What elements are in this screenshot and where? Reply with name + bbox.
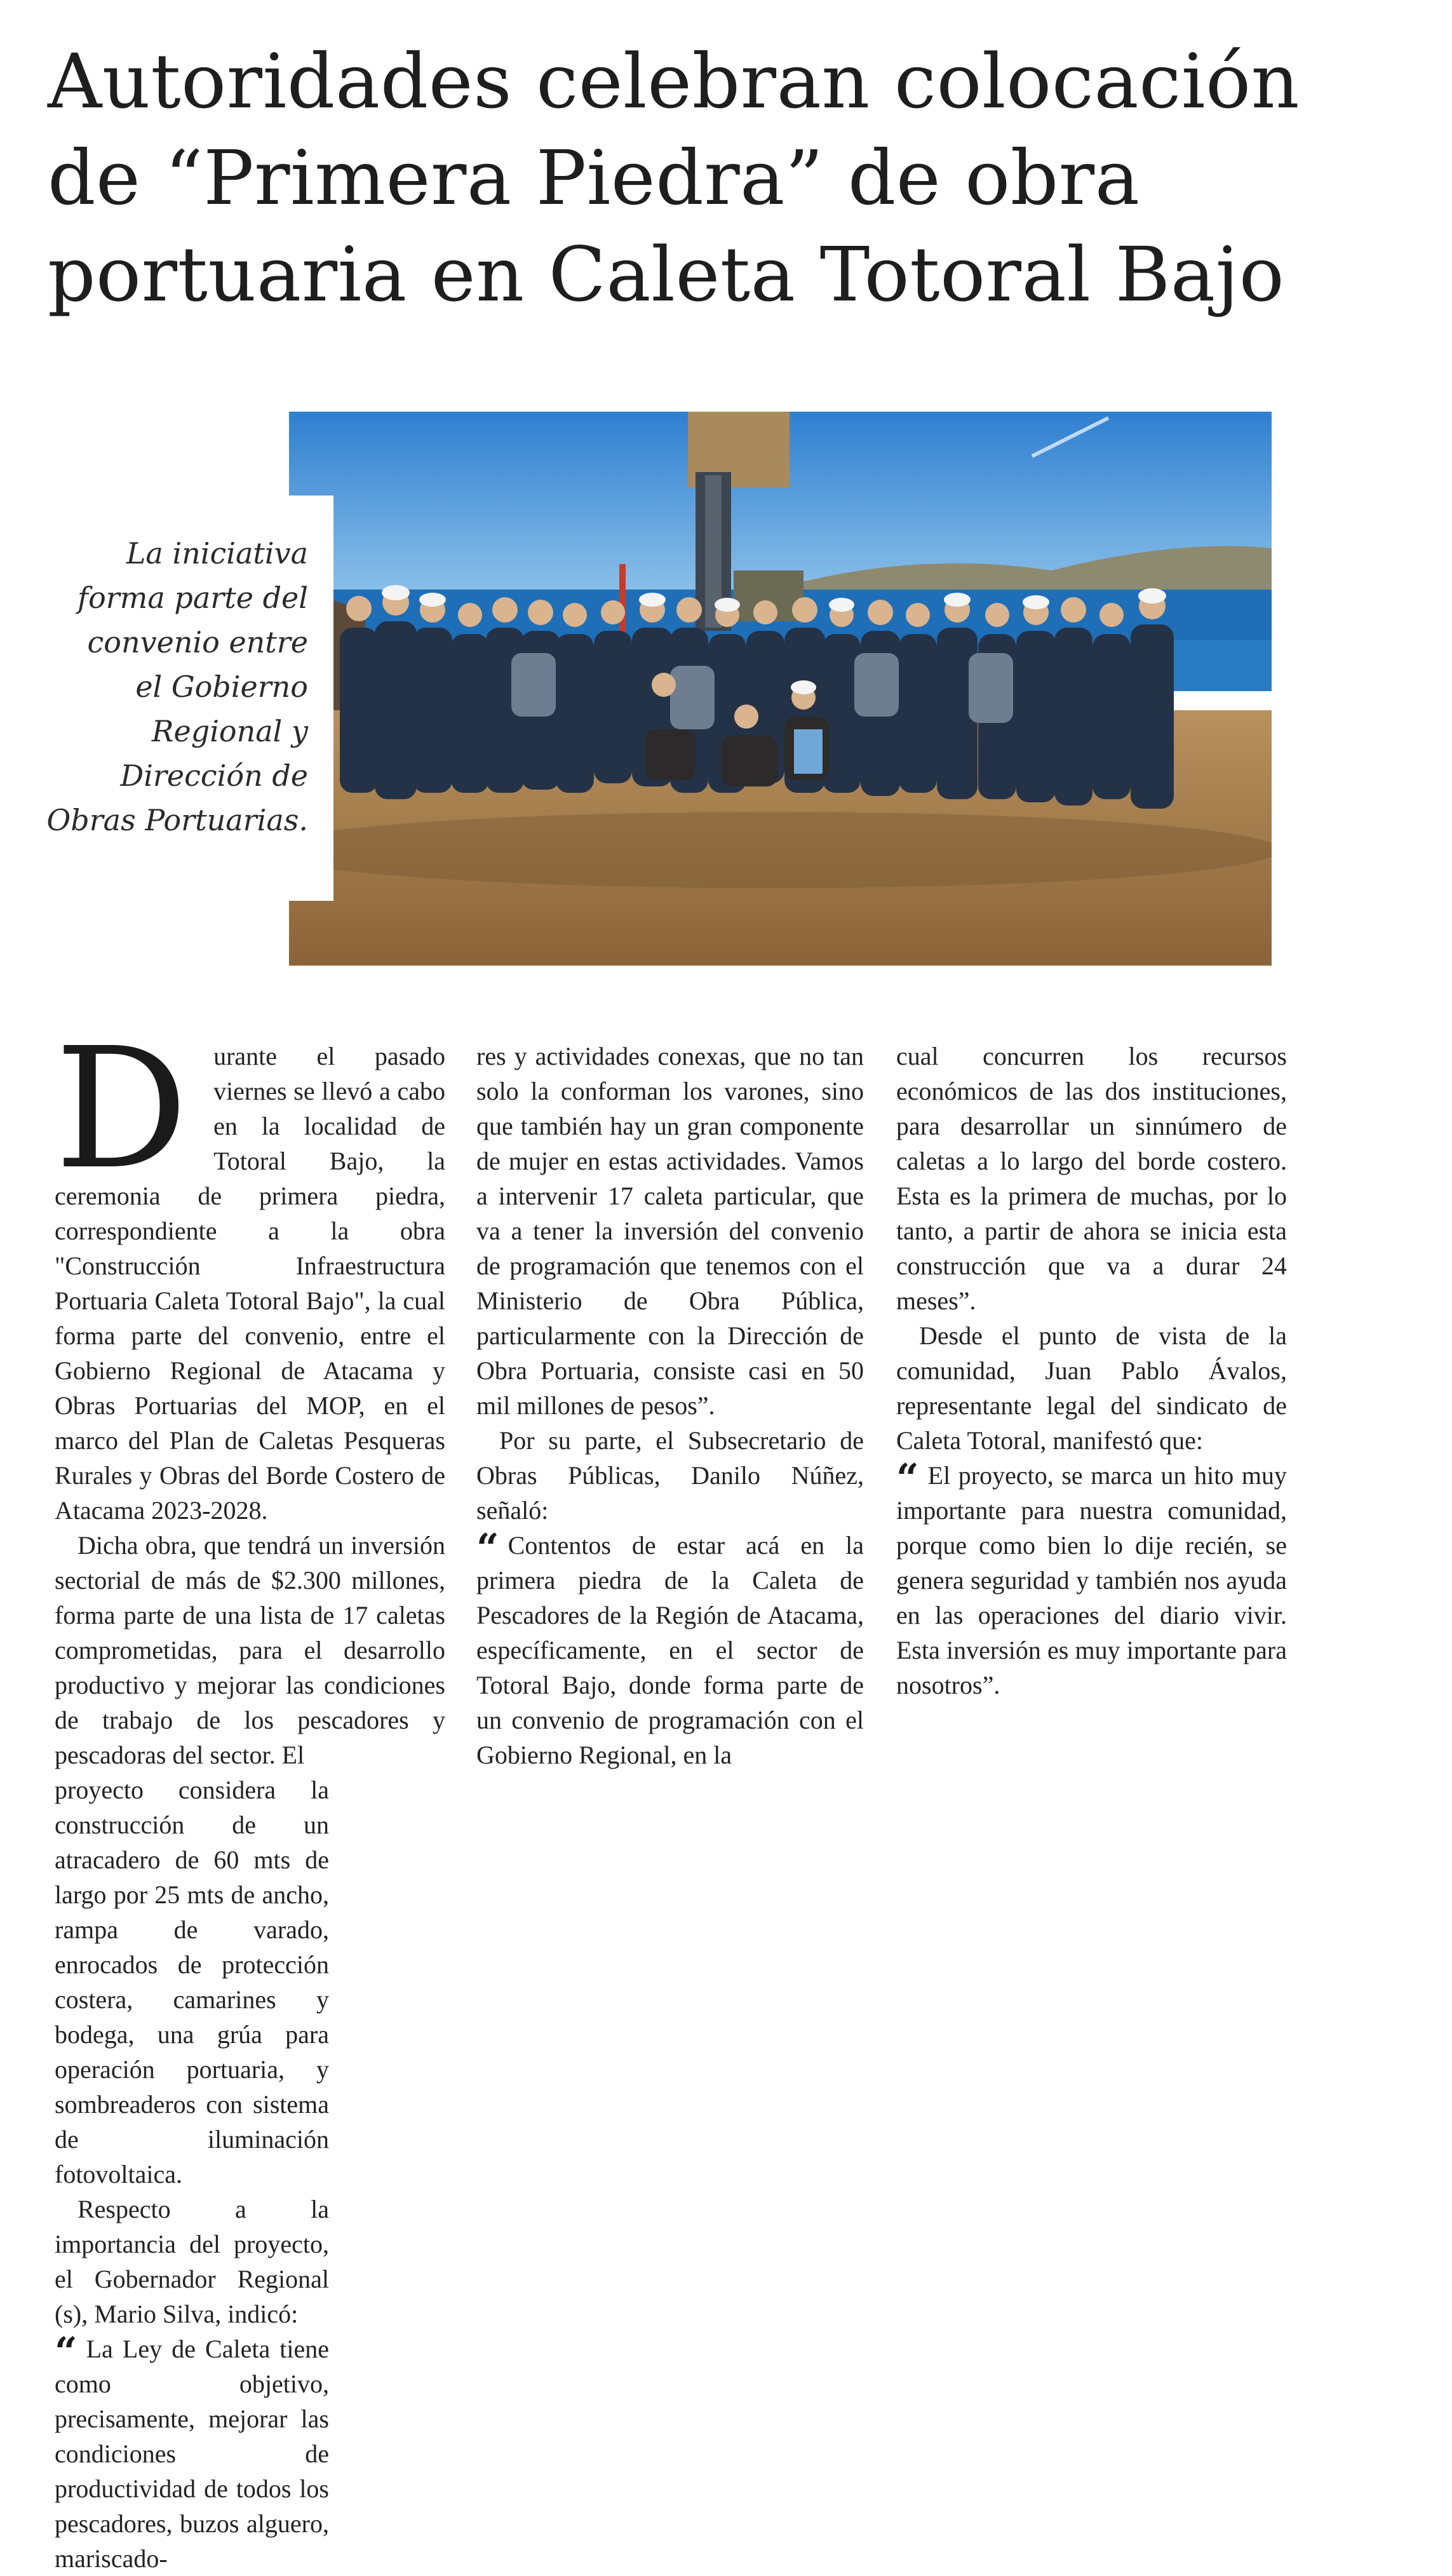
quote-community [896, 1455, 1287, 1703]
paragraph-subsecretary: Por su parte, el Subsecretario de Obras Públicas, Danilo Núñez, señaló: [476, 1426, 864, 1525]
paragraph-governor: Respecto a la importancia del proyecto, el Gobernador Regional (s), Mario Silva, indicó: [55, 2195, 329, 2328]
quote-mark-icon: “ [476, 1525, 499, 1571]
article-column-2 [476, 1039, 864, 1772]
paragraph-community: Desde el punto de vista de la comunidad, Juan Pablo Ávalos, representante legal del sindicato de Caleta Totoral, manifestó que: [896, 1321, 1287, 1455]
paragraph-intro-text: urante el pasado viernes se llevó a cabo en la localidad de Totoral Bajo, la ceremonia de primera piedra, correspondiente a la obra "Construcción Infraestructura Portuaria Caleta Totoral Bajo", la cual forma parte del convenio, entre el Gobierno Regional de Atacama y Obras Portuarias del MOP, en el marco del Plan de Caletas Pesqueras Rurales y Obras del Borde Costero de Atacama 2023-2028. [55, 1042, 445, 1525]
headline-line: de “Primera Piedra” de obra [48, 134, 1140, 222]
article-column-3 [896, 1039, 1287, 1703]
group-photo [289, 412, 1272, 966]
quote-governor-continued: res y actividades conexas, que no tan solo la conforman los varones, sino que también hay un gran componente de mujer en estas actividades. Vamos a intervenir 17 caleta particular, que va a tener la inversión del convenio de programación que tenemos con el Ministerio de Obra Pública, particularmente con la Dirección de Obra Portuaria, consiste casi en 50 mil millones de pesos”. [476, 1042, 864, 1420]
quote-mark-icon: “ [55, 2328, 77, 2375]
quote-subsecretary [476, 1525, 864, 1772]
article-column-1 [55, 1012, 445, 2576]
quote-mark-icon: “ [896, 1455, 919, 1501]
paragraph-intro [55, 1012, 445, 1528]
dropcap: D [55, 1012, 189, 1206]
caption-line: forma parte del [77, 581, 308, 615]
quote-subsecretary-continued: cual concurren los recursos económicos de las dos instituciones, para desarrollar un sinnúmero de caletas a lo largo del borde costero. Esta es la primera de muchas, por lo tanto, a partir de ahora se inicia esta construcción que va a durar 24 meses”. [896, 1042, 1287, 1315]
quote-subsecretary-text: Contentos de estar acá en la primera piedra de la Caleta de Pescadores de la Región de Atacama, específicamente, en el sector de Totoral Bajo, donde forma parte de un convenio de programación con el Gobierno Regional, en la [476, 1531, 864, 1769]
caption-line: La iniciativa [126, 536, 308, 570]
caption-line: Obras Portuarias. [46, 803, 308, 837]
headline [48, 33, 1331, 323]
caption-line: convenio entre [87, 625, 308, 659]
headline-line: Autoridades celebran colocación [48, 37, 1300, 125]
quote-governor [55, 2328, 329, 2576]
quote-governor-text: La Ley de Caleta tiene como objetivo, precisamente, mejorar las condiciones de productividad de todos los pescadores, buzos alguero, mariscado- [55, 2335, 329, 2573]
caption-line: Dirección de [120, 759, 308, 793]
caption-line: Regional y [151, 714, 308, 748]
photo-caption [41, 531, 308, 842]
caption-line: el Gobierno [135, 670, 308, 704]
headline-line: portuaria en Caleta Totoral Bajo [48, 231, 1285, 318]
caption-box [48, 496, 333, 901]
paragraph-project: proyecto considera la construcción de un atracadero de 60 mts de largo por 25 mts de ancho, rampa de varado, enrocados de protección costera, camarines y bodega, una grúa para operación portuaria, y sombreaderos con sistema de iluminación fotovoltaica. [55, 1776, 329, 2188]
quote-community-text: El proyecto, se marca un hito muy importante para nuestra comunidad, porque como bien lo dije recién, se genera seguridad y también nos ayuda en las operaciones del diario vivir. Esta inversión es muy importante para nosotros”. [896, 1461, 1287, 1699]
paragraph-investment: Dicha obra, que tendrá un inversión sectorial de más de $2.300 millones, forma parte de una lista de 17 caletas comprometidas, para el desarrollo productivo y mejorar las condiciones de trabajo de los pescadores y pescadoras del sector. El [55, 1531, 445, 1769]
